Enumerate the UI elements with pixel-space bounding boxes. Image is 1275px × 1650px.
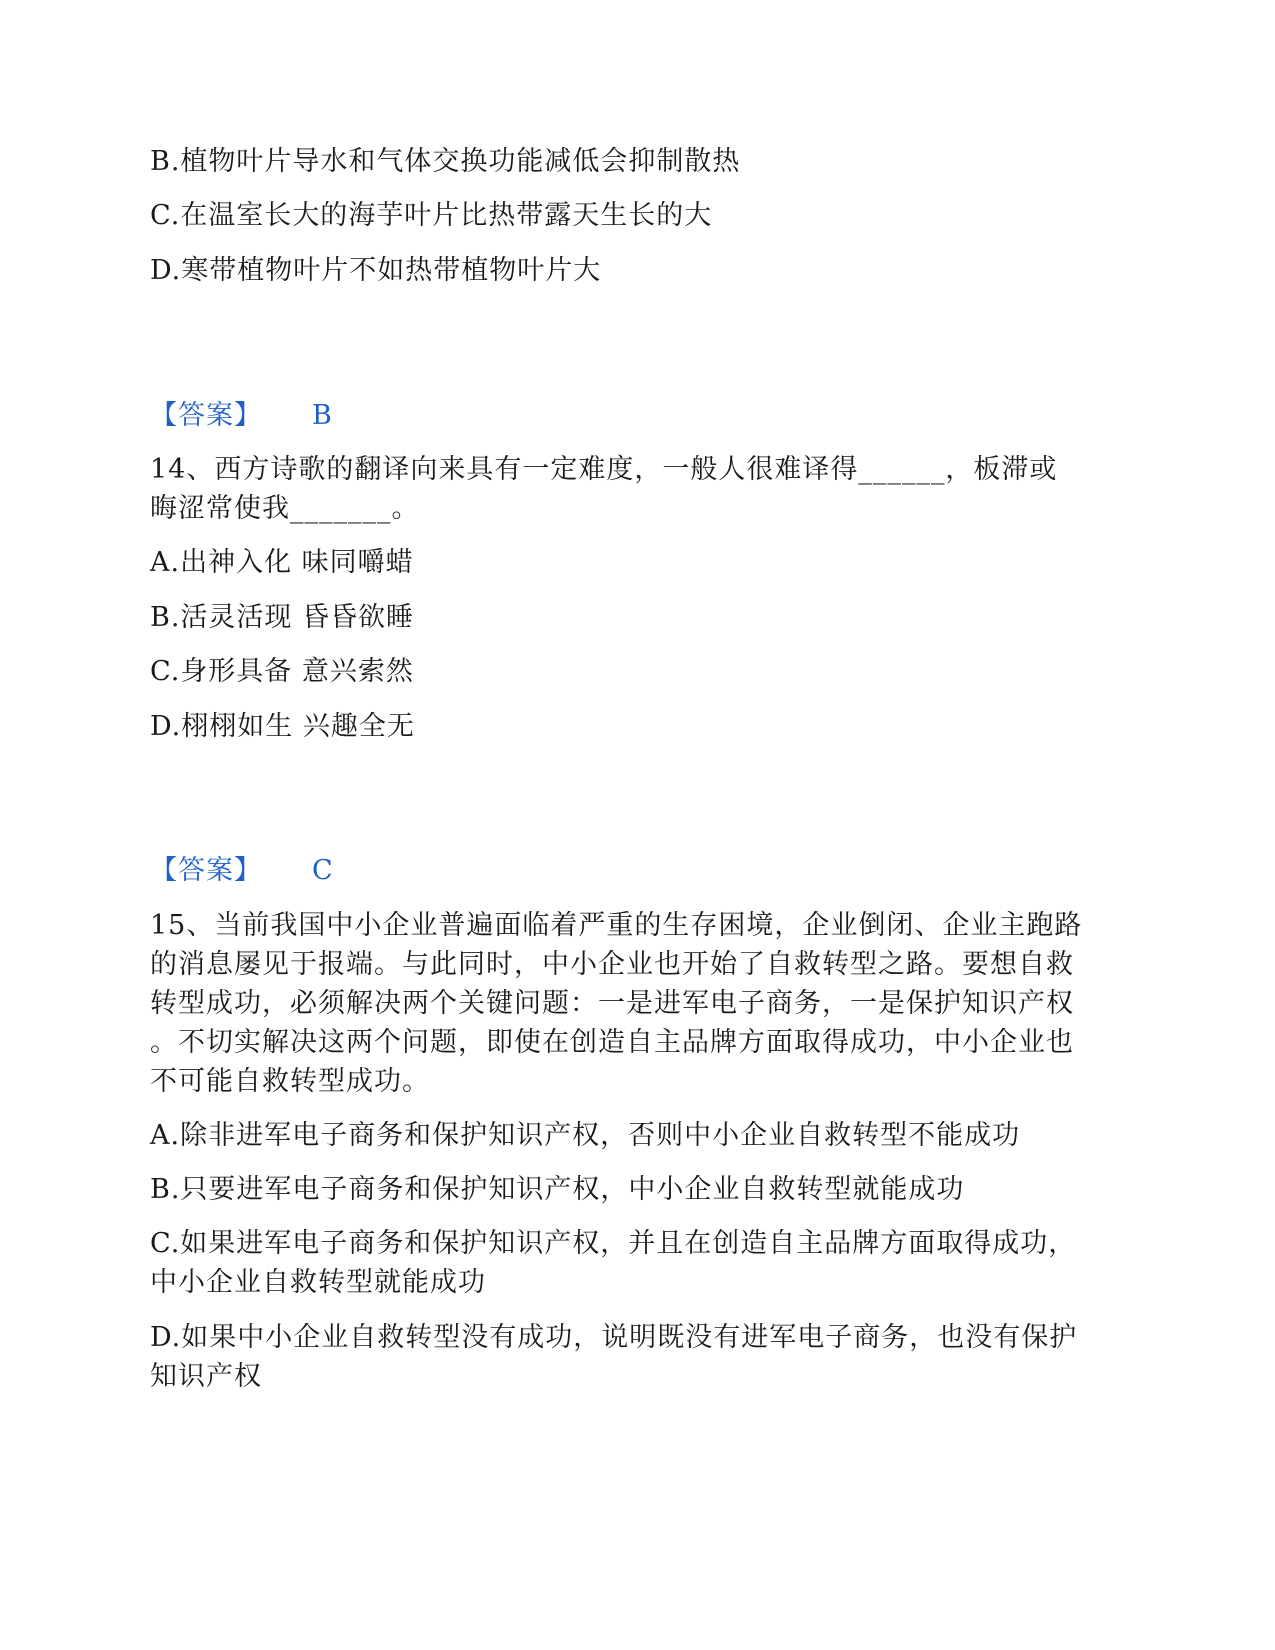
q15-stem-line-5: 不可能自救转型成功。: [150, 1066, 430, 1097]
q15-option-c-line-2: 中小企业自救转型就能成功: [150, 1267, 486, 1298]
q13-option-b: B.植物叶片导水和气体交换功能减低会抑制散热: [150, 146, 741, 177]
answer-value: B: [312, 400, 333, 431]
q14-stem-line-2: 晦涩常使我_______。: [150, 493, 420, 524]
q15-stem-line-4: 。不切实解决这两个问题，即使在创造自主品牌方面取得成功，中小企业也: [150, 1027, 1074, 1058]
q13-option-c: C.在温室长大的海芋叶片比热带露天生长的大: [150, 200, 713, 231]
q13-option-d: D.寒带植物叶片不如热带植物叶片大: [150, 255, 602, 286]
q14-option-a: A.出神入化 味同嚼蜡: [150, 547, 414, 578]
q14-option-c: C.身形具备 意兴索然: [150, 656, 414, 687]
answer-label: 【答案】: [150, 400, 262, 431]
q15-option-d-line-1: D.如果中小企业自救转型没有成功，说明既没有进军电子商务，也没有保护: [150, 1322, 1078, 1353]
q14-stem-line-1: 14、西方诗歌的翻译向来具有一定难度，一般人很难译得______，板滞或: [150, 454, 1058, 485]
q15-stem-line-3: 转型成功，必须解决两个关键问题：一是进军电子商务，一是保护知识产权: [150, 988, 1074, 1019]
q14-option-d: D.栩栩如生 兴趣全无: [150, 711, 415, 742]
q15-option-b: B.只要进军电子商务和保护知识产权，中小企业自救转型就能成功: [150, 1174, 965, 1205]
q14-option-b: B.活灵活现 昏昏欲睡: [150, 602, 415, 633]
q14-answer: [150, 851, 334, 891]
answer-label: 【答案】: [150, 855, 262, 886]
q15-option-d-line-2: 知识产权: [150, 1361, 262, 1392]
q15-option-c-line-1: C.如果进军电子商务和保护知识产权，并且在创造自主品牌方面取得成功，: [150, 1228, 1077, 1259]
q15-stem-line-2: 的消息屡见于报端。与此同时，中小企业也开始了自救转型之路。要想自救: [150, 949, 1074, 980]
q15-option-a: A.除非进军电子商务和保护知识产权，否则中小企业自救转型不能成功: [150, 1120, 1021, 1151]
answer-value: C: [312, 855, 334, 886]
q13-answer: [150, 396, 333, 436]
q15-stem-line-1: 15、当前我国中小企业普遍面临着严重的生存困境，企业倒闭、企业主跑路: [150, 910, 1083, 941]
